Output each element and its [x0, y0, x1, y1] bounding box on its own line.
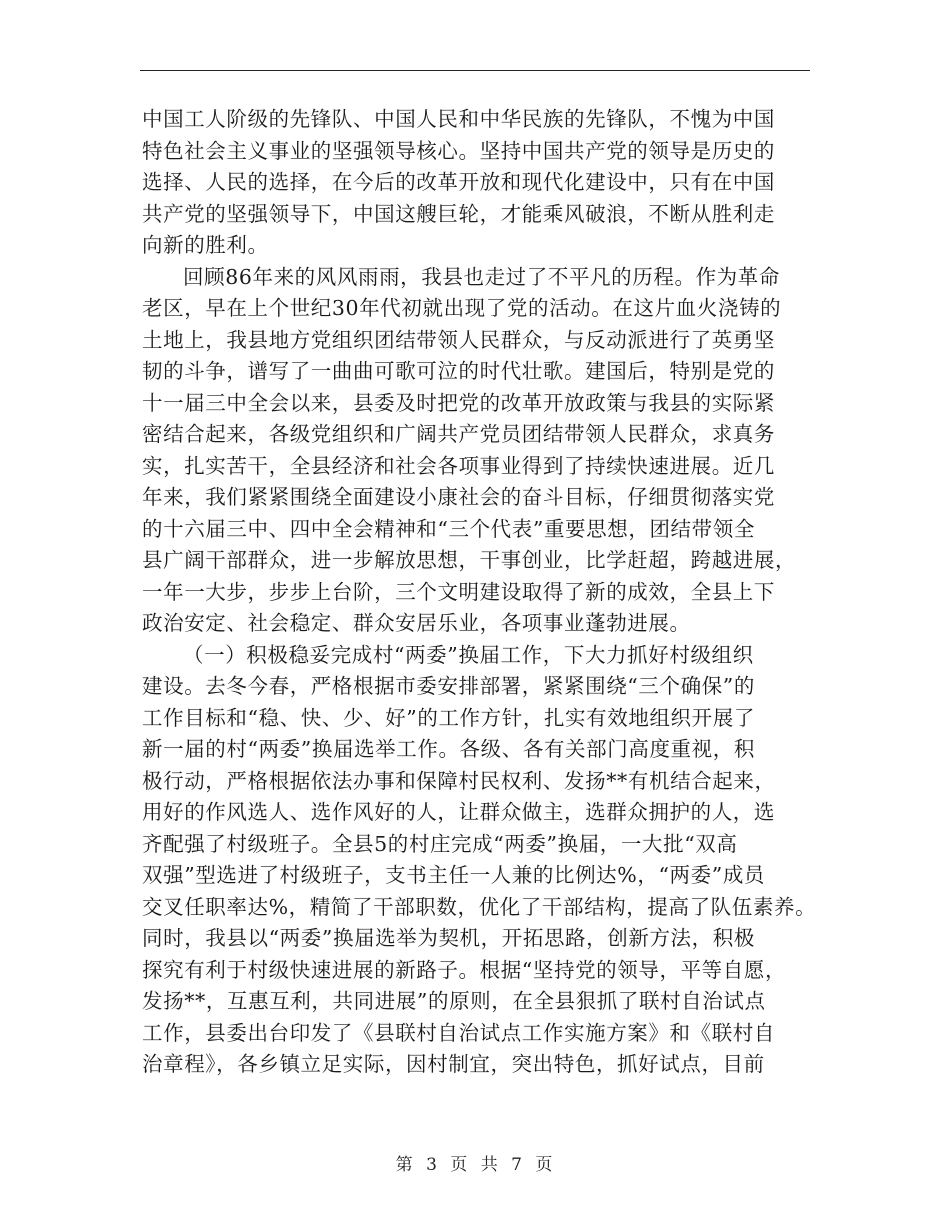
text-line: 极行动，严格根据依法办事和保障村民权利、发扬**有机结合起来，: [142, 768, 776, 793]
text-line: 政治安定、社会稳定、群众安居乐业，各项事业蓬勃进展。: [142, 611, 691, 635]
text-line: （一）积极稳妥完成村“两委”换届工作，下大力抓好村级组织: [183, 642, 754, 667]
text-line: 选择、人民的选择，在今后的改革开放和现代化建设中，只有在中国: [142, 170, 775, 194]
footer-page-word: 页: [450, 1155, 470, 1175]
text-line: 土地上，我县地方党组织团结带领人民群众，与反动派进行了英勇坚: [142, 327, 775, 352]
page-footer: [0, 1150, 950, 1175]
text-line: 共产党的坚强领导下，中国这艘巨轮，才能乘风破浪，不断从胜利走: [142, 201, 775, 226]
footer-total-word: 共: [480, 1155, 500, 1175]
text-line: 密结合起来，各级党组织和广阔共产党员团结带领人民群众，求真务: [142, 422, 775, 446]
header-rule: [140, 70, 810, 71]
text-line: 回顾86年来的风风雨雨，我县也走过了不平凡的历程。作为革命: [183, 264, 780, 289]
text-line: 工作目标和“稳、快、少、好”的工作方针，扎实有效地组织开展了: [142, 705, 755, 730]
footer-current-page: 3: [426, 1155, 439, 1175]
text-line: 齐配强了村级班子。全县5的村庄完成“两委”换届，一大批“双高: [142, 831, 738, 856]
text-line: 同时，我县以“两委”换届选举为契机，开拓思路，创新方法，积极: [142, 926, 755, 950]
text-line: 特色社会主义事业的坚强领导核心。坚持中国共产党的领导是历史的: [142, 138, 775, 163]
footer-prefix: 第: [395, 1155, 415, 1175]
text-line: 十一届三中全会以来，县委及时把党的改革开放政策与我县的实际紧: [142, 390, 775, 415]
text-line: 治章程》，各乡镇立足实际，因村制宜，突出特色，抓好试点，目前: [142, 1052, 765, 1076]
text-line: 年来，我们紧紧围绕全面建设小康社会的奋斗目标，仔细贯彻落实党: [142, 485, 775, 509]
footer-total-pages: 7: [511, 1155, 524, 1175]
document-body: [142, 104, 822, 1081]
text-line: 中国工人阶级的先锋队、中国人民和中华民族的先锋队，不愧为中国: [142, 107, 775, 131]
footer-suffix: 页: [535, 1155, 555, 1175]
text-line: 新一届的村“两委”换届选举工作。各级、各有关部门高度重视，积: [142, 737, 755, 761]
text-line: 双强”型选进了村级班子，支书主任一人兼的比例达%，“两委”成员: [142, 863, 766, 887]
text-line: 用好的作风选人、选作风好的人，让群众做主，选群众拥护的人，选: [142, 800, 775, 824]
text-line: 一年一大步，步步上台阶，三个文明建设取得了新的成效，全县上下: [142, 579, 775, 604]
text-line: 建设。去冬今春，严格根据市委安排部署，紧紧围绕“三个确保”的: [142, 674, 755, 698]
text-line: 县广阔干部群众，进一步解放思想，干事创业，比学赶超，跨越进展，: [142, 548, 797, 572]
text-line: 的十六届三中、四中全会精神和“三个代表”重要思想，团结带领全: [142, 516, 755, 541]
text-line: 发扬**，互惠互利，共同进展”的原则，在全县狠抓了联村自治试点: [142, 989, 766, 1013]
text-line: 老区，早在上个世纪30年代初就出现了党的活动。在这片血火浇铸的: [142, 296, 782, 320]
text-line: 探究有利于村级快速进展的新路子。根据“坚持党的领导，平等自愿，: [142, 957, 787, 982]
text-line: 韧的斗争，谱写了一曲曲可歌可泣的时代壮歌。建国后，特别是党的: [142, 359, 775, 383]
text-line: 交叉任职率达%，精简了干部职数，优化了干部结构，提高了队伍素养。: [142, 894, 817, 919]
text-line: 向新的胜利。: [142, 233, 269, 257]
text-line: 工作，县委出台印发了《县联村自治试点工作实施方案》和《联村自: [142, 1020, 775, 1045]
text-line: 实，扎实苦干，全县经济和社会各项事业得到了持续快速进展。近几: [142, 453, 775, 478]
